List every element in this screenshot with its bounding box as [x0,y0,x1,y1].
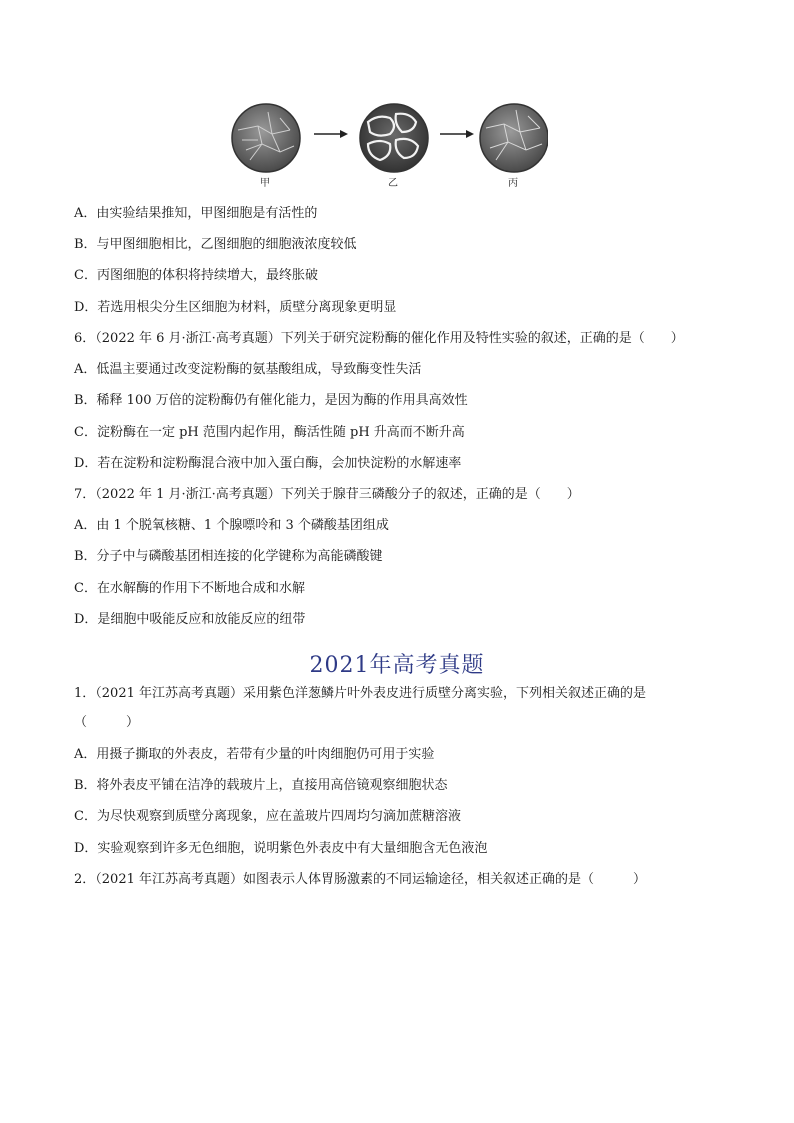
q1-option-d: D．实验观察到许多无色细胞，说明紫色外表皮中有大量细胞含无色液泡 [74,841,488,856]
q5-option-a: A．由实验结果推知，甲图细胞是有活性的 [74,206,318,221]
micrograph-svg [228,100,548,180]
q6-option-b: B．稀释 100 万倍的淀粉酶仍有催化能力，是因为酶的作用具高效性 [74,393,468,408]
figure-label-yi: 乙 [388,178,398,189]
q5-option-d: D．若选用根尖分生区细胞为材料，质壁分离现象更明显 [74,300,397,315]
q1-option-b: B．将外表皮平铺在洁净的载玻片上，直接用高倍镜观察细胞状态 [74,778,448,793]
q6-stem: 6．（2022 年 6 月·浙江·高考真题）下列关于研究淀粉酶的催化作用及特性实验的叙述，正确的是（ ） [74,331,684,346]
cell-image-yi [360,104,428,172]
q1-option-c: C．为尽快观察到质壁分离现象，应在盖玻片四周均匀滴加蔗糖溶液 [74,809,461,824]
figure-label-bing: 丙 [508,178,518,189]
q7-option-d: D．是细胞中吸能反应和放能反应的纽带 [74,612,306,627]
cell-micrograph-figure [228,100,548,196]
q6-option-a: A．低温主要通过改变淀粉酶的氨基酸组成，导致酶变性失活 [74,362,422,377]
q7-option-c: C．在水解酶的作用下不断地合成和水解 [74,581,305,596]
q7-option-b: B．分子中与磷酸基团相连接的化学键称为高能磷酸键 [74,549,383,564]
figure-label-jia: 甲 [260,178,270,189]
q1-stem-line1: 1．（2021 年江苏高考真题）采用紫色洋葱鳞片叶外表皮进行质壁分离实验，下列相关叙述正确的是 [74,686,646,701]
q5-option-c: C．丙图细胞的体积将持续增大，最终胀破 [74,268,318,283]
q5-option-b: B．与甲图细胞相比，乙图细胞的细胞液浓度较低 [74,237,357,252]
q7-stem: 7．（2022 年 1 月·浙江·高考真题）下列关于腺苷三磷酸分子的叙述，正确的是（ ） [74,487,580,502]
arrow-2-head [466,130,474,138]
section-title: 2021年高考真题 [309,653,485,678]
q1-stem-line2: （ ） [74,715,140,730]
arrow-1-head [340,130,348,138]
q6-option-c: C．淀粉酶在一定 pH 范围内起作用，酶活性随 pH 升高而不断升高 [74,425,465,440]
cell-image-jia [232,104,300,172]
q6-option-d: D．若在淀粉和淀粉酶混合液中加入蛋白酶，会加快淀粉的水解速率 [74,456,462,471]
q7-option-a: A．由 1 个脱氧核糖、1 个腺嘌呤和 3 个磷酸基团组成 [74,518,389,533]
cell-image-bing [480,104,548,172]
q2-stem: 2．（2021 年江苏高考真题）如图表示人体胃肠激素的不同运输途径，相关叙述正确的是（ ） [74,872,646,887]
q1-option-a: A．用摄子撕取的外表皮，若带有少量的叶肉细胞仍可用于实验 [74,747,435,762]
